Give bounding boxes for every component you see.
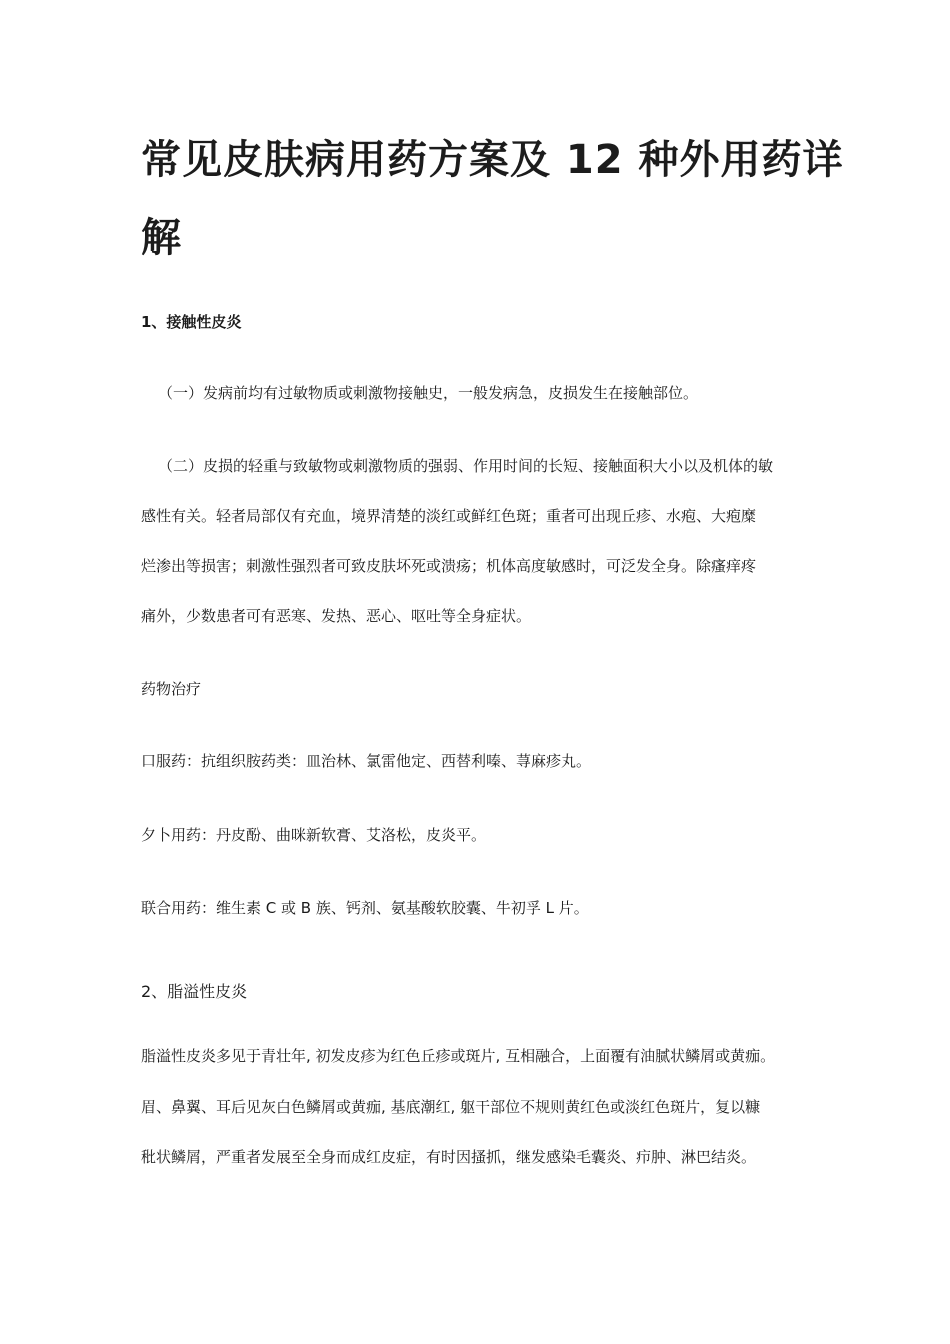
section-1-heading: 1、接触性皮炎 xyxy=(141,313,242,331)
section-2-heading: 2、脂溢性皮炎 xyxy=(141,982,248,1001)
section-2-paragraph-line-3: 秕状鳞屑，严重者发展至全身而成红皮症，有时因搔抓，继发感染毛囊炎、疖肿、淋巴结炎。 xyxy=(141,1148,757,1166)
section-1-paragraph-1: （一）发病前均有过敏物质或刺激物接触史，一般发病急，皮损发生在接触部位。 xyxy=(158,384,699,402)
document-title-line-1: 常见皮肤病用药方案及 12 种外用药详 xyxy=(141,137,844,183)
topical-medication: 夕卜用药：丹皮酚、曲咪新软膏、艾洛松，皮炎平。 xyxy=(141,826,487,844)
section-1-paragraph-2-line-2: 感性有关。轻者局部仅有充血，境界清楚的淡红或鲜红色斑；重者可出现丘疹、水疱、大疱糜 xyxy=(141,507,757,525)
section-1-paragraph-2-line-4: 痛外，少数患者可有恶寒、发热、恶心、呕吐等全身症状。 xyxy=(141,607,532,625)
section-2-paragraph-line-2: 眉、鼻翼、耳后见灰白色鳞屑或黄痂, 基底潮红, 躯干部位不规则黄红色或淡红色斑片，复以糠 xyxy=(141,1098,761,1116)
section-2-paragraph-line-1: 脂溢性皮炎多见于青壮年, 初发皮疹为红色丘疹或斑片, 互相融合，上面覆有油腻状鳞屑或黄痂。 xyxy=(141,1047,776,1065)
section-1-paragraph-2-line-3: 烂渗出等损害；刺激性强烈者可致皮肤坏死或溃疡；机体高度敏感时，可泛发全身。除瘙痒疼 xyxy=(141,557,757,575)
document-title-line-2: 解 xyxy=(141,215,182,261)
combination-medication: 联合用药：维生素 C 或 B 族、钙剂、氨基酸软胶囊、牛初孚 L 片。 xyxy=(141,899,589,917)
treatment-heading: 药物治疗 xyxy=(141,680,202,698)
oral-medication: 口服药：抗组织胺药类：皿治林、氯雷他定、西替利嗪、荨麻疹丸。 xyxy=(141,752,592,770)
section-1-paragraph-2-line-1: （二）皮损的轻重与致敏物或刺激物质的强弱、作用时间的长短、接触面积大小以及机体的敏 xyxy=(158,457,774,475)
